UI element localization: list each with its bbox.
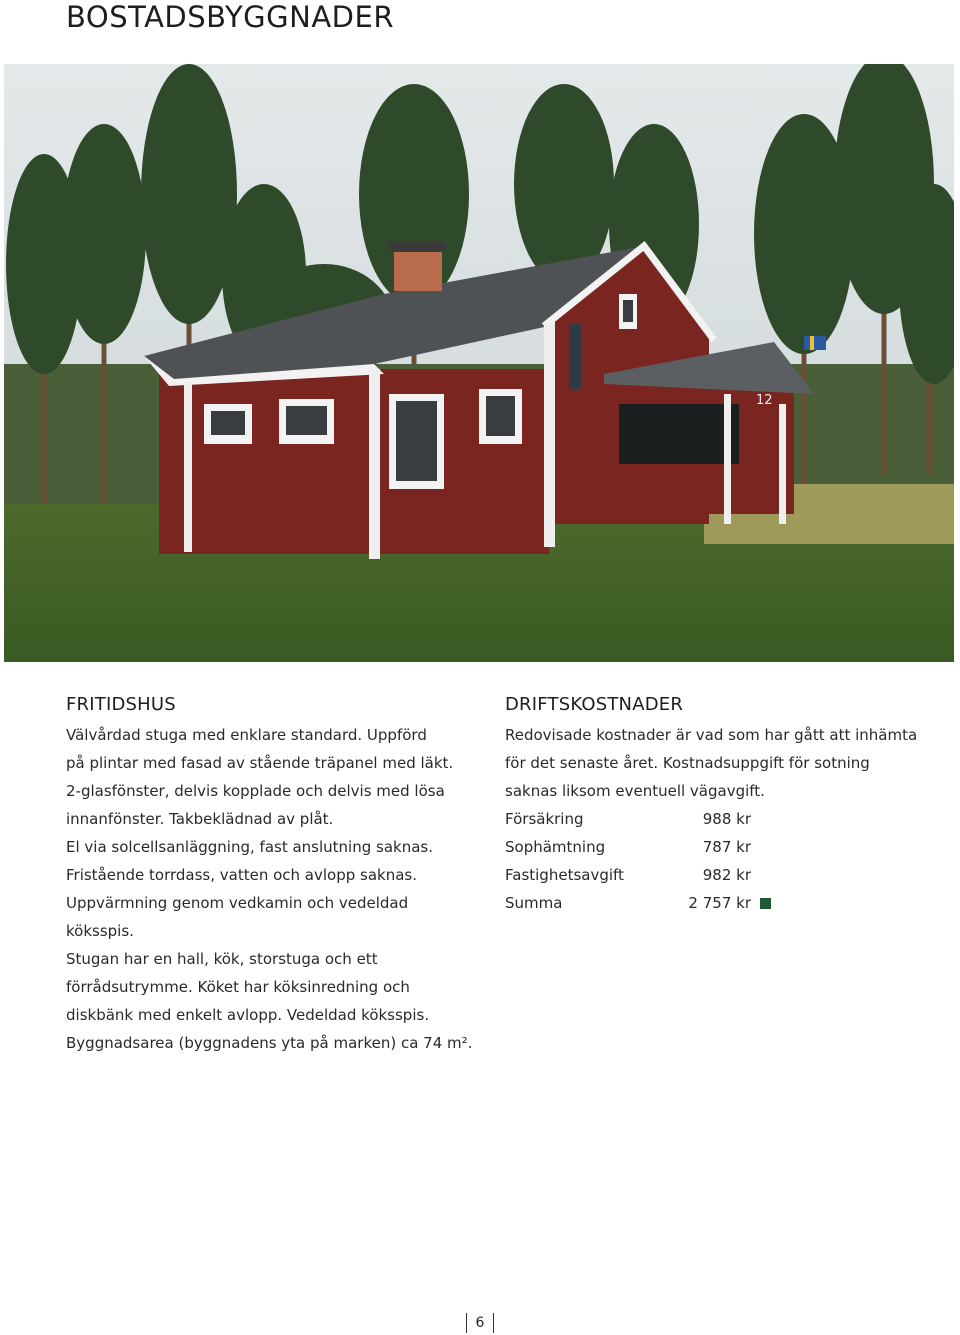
cost-amount: 988 kr xyxy=(702,810,751,828)
table-row xyxy=(505,833,771,861)
end-mark-cell xyxy=(751,889,771,917)
cost-label: Försäkring xyxy=(505,810,584,828)
cost-amount: 2 757 kr xyxy=(688,894,751,912)
description-line: diskbänk med enkelt avlopp. Vedeldad köksspis. xyxy=(66,1006,430,1024)
table-row xyxy=(505,889,771,917)
description-line: på plintar med fasad av stående träpanel med läkt. xyxy=(66,754,454,772)
fritidshus-heading: FRITIDSHUS xyxy=(66,694,176,715)
cost-table xyxy=(505,805,771,917)
description-line: innanfönster. Takbeklädnad av plåt. xyxy=(66,810,334,828)
page-title: BOSTADSBYGGNADER xyxy=(66,0,394,34)
end-square-icon xyxy=(760,898,771,909)
description-line: Byggnadsarea (byggnadens yta på marken) ca 74 m². xyxy=(66,1034,473,1052)
description-line: Redovisade kostnader är vad som har gått att inhämta xyxy=(505,726,918,744)
description-line: Stugan har en hall, kök, storstuga och ett xyxy=(66,950,378,968)
description-line: 2-glasfönster, delvis kopplade och delvis med lösa xyxy=(66,782,445,800)
description-line: Välvårdad stuga med enklare standard. Uppförd xyxy=(66,726,427,744)
table-row xyxy=(505,861,771,889)
driftskostnader-section xyxy=(505,693,925,917)
description-line: El via solcellsanläggning, fast anslutning saknas. xyxy=(66,838,433,856)
description-line: Uppvärmning genom vedkamin och vedeldad xyxy=(66,894,409,912)
house-number-sign: 12 xyxy=(756,393,773,408)
driftskostnader-heading: DRIFTSKOSTNADER xyxy=(505,694,684,715)
driftskostnader-description xyxy=(505,721,925,805)
description-line: Fristående torrdass, vatten och avlopp saknas. xyxy=(66,866,417,884)
cost-amount: 982 kr xyxy=(702,866,751,884)
description-line: köksspis. xyxy=(66,922,134,940)
red-cottage-illustration xyxy=(4,64,954,662)
table-row xyxy=(505,805,771,833)
house-photo xyxy=(4,64,954,662)
cost-label: Summa xyxy=(505,894,563,912)
description-line: saknas liksom eventuell vägavgift. xyxy=(505,782,765,800)
cost-amount: 787 kr xyxy=(702,838,751,856)
description-line: för det senaste året. Kostnadsuppgift för sotning xyxy=(505,754,870,772)
cost-label: Sophämtning xyxy=(505,838,606,856)
fritidshus-section xyxy=(66,693,473,1057)
cost-label: Fastighetsavgift xyxy=(505,866,624,884)
page-number: 6 xyxy=(466,1313,494,1333)
fritidshus-description xyxy=(66,721,473,1057)
description-line: förrådsutrymme. Köket har köksinredning och xyxy=(66,978,410,996)
